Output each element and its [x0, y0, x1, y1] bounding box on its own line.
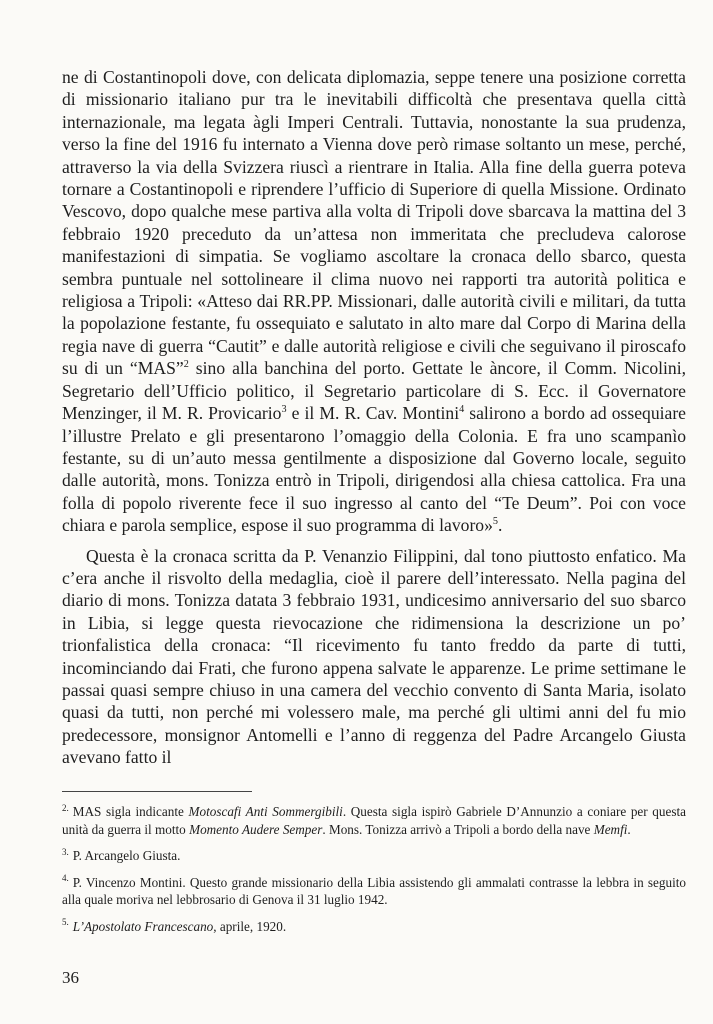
paragraph-text: sino alla banchina del porto. Gettate le àncore, il Comm. Nicolini, Segretario dell’Ufficio politico, il Segretario particolare di S. Ecc. il Governatore Menzinger, il M. R. Provicario [62, 358, 687, 424]
footnote-4 [62, 874, 686, 909]
footnote-number: 3. [62, 846, 69, 857]
footnote-ref: 5 [492, 516, 498, 528]
footnotes [62, 803, 686, 944]
footnote-5 [62, 918, 686, 936]
paragraph-text: e il M. R. Cav. Montini [286, 403, 460, 424]
footnote-number: 4. [62, 873, 69, 884]
footnote-text: , aprile, 1920. [213, 918, 287, 934]
paragraph-1 [62, 66, 686, 537]
footnote-text: . Mons. Tonizza arrivò a Tripoli a bordo della nave [322, 821, 594, 837]
footnote-text: . [627, 821, 631, 837]
footnote-ref: 3 [281, 404, 287, 416]
footnote-text: MAS sigla indicante [72, 804, 189, 819]
footnote-text: P. Vincenzo Montini. Questo grande missionario della Libia assistendo gli ammalati contrasse la lebbra in seguito alla quale moriva nel lebbrosario di Genova il 31 luglio 1942. [62, 874, 686, 907]
footnote-text: P. Arcangelo Giusta. [72, 848, 181, 863]
footnote-ref: 2 [183, 359, 189, 371]
footnote-divider [62, 791, 252, 792]
body-text [62, 66, 686, 769]
footnote-number: 2. [62, 802, 69, 813]
footnote-ref: 4 [459, 404, 465, 416]
paragraph-text: . [498, 515, 503, 536]
footnote-number: 5. [62, 917, 69, 928]
footnote-italic: Momento Audere Semper [189, 821, 323, 837]
footnote-text: . Questa sigla ispirò Gabriele D’Annunzio a coniare per questa unità da guerra il motto [62, 804, 686, 837]
footnote-italic: Motoscafi Anti Sommergibili [188, 804, 343, 819]
page-number: 36 [62, 968, 79, 987]
footnote-3 [62, 847, 686, 865]
footnote-italic: Memfi [593, 821, 628, 837]
paragraph-text: ne di Costantinopoli dove, con delicata diplomazia, seppe tenere una posizione corretta di missionario italiano pur tra le inevitabili difficoltà che presentava quella città internazionale, ma legata àgli Imperi Centrali. Tuttavia, nonostante la sua prudenza, verso la fine del 1916 fu internato a Vienna dove però rimase soltanto un mese, perché, attraverso la via della Svizzera riuscì a rientrare in Italia. Alla fine della guerra poteva tornare a Costantinopoli e riprendere l’ufficio di Superiore di quella Missione. Ordinato Vescovo, dopo qualche mese partiva alla volta di Tripoli dove sbarcava la mattina del 3 febbraio 1920 preceduto da un’attesa non immeritata che precludeva calorose manifestazioni di simpatia. Se vogliamo ascoltare la cronaca dello sbarco, questa sembra puntuale nel sottolineare il clima nuovo nei rapporti tra autorità politica e religiosa a Tripoli: «Atteso dai RR.PP. Missionari, dalle autorità civili e militari, da tutta la popolazione festante, fu ossequiato e salutato in alto mare dal Corpo di Marina della regia nave di guerra “Cautit” e dalle autorità religiose e civili che seguivano il piroscafo su di un “MAS” [62, 67, 686, 379]
footnote-2 [62, 803, 686, 838]
footnote-italic: L’Apostolato Francescano [72, 918, 214, 934]
paragraph-2: Questa è la cronaca scritta da P. Venanzio Filippini, dal tono piuttosto enfatico. Ma c’era anche il risvolto della medaglia, cioè il parere dell’interessato. Nella pagina del diario di mons. Tonizza datata 3 febbraio 1931, undicesimo anniversario del suo sbarco in Libia, si legge questa rievocazione che ridimensiona la descrizione un po’ trionfalistica della cronaca: “Il ricevimento fu tanto freddo da parte di tutti, incominciando dai Frati, che furono appena salvate le apparenze. Le prime settimane le passai quasi sempre chiuso in una camera del vecchio convento di Santa Maria, isolato quasi da tutti, non perché mi volessero male, ma perché gli ultimi anni del fu mio predecessore, monsignor Antomelli e l’anno di reggenza del Padre Arcangelo Giusta avevano fatto il [62, 545, 686, 768]
paragraph-text: salirono a bordo ad ossequiare l’illustre Prelato e gli presentarono l’omaggio della Colonia. E fra uno scampanìo festante, su di un’auto messa gentilmente a disposizione dal Governo locale, seguito dalle autorità, mons. Tonizza entrò in Tripoli, dirigendosi alla chiesa cattolica. Fra una folla di popolo riverente fece il suo ingresso al canto del “Te Deum”. Poi con voce chiara e parola semplice, espose il suo programma di lavoro» [62, 403, 686, 536]
